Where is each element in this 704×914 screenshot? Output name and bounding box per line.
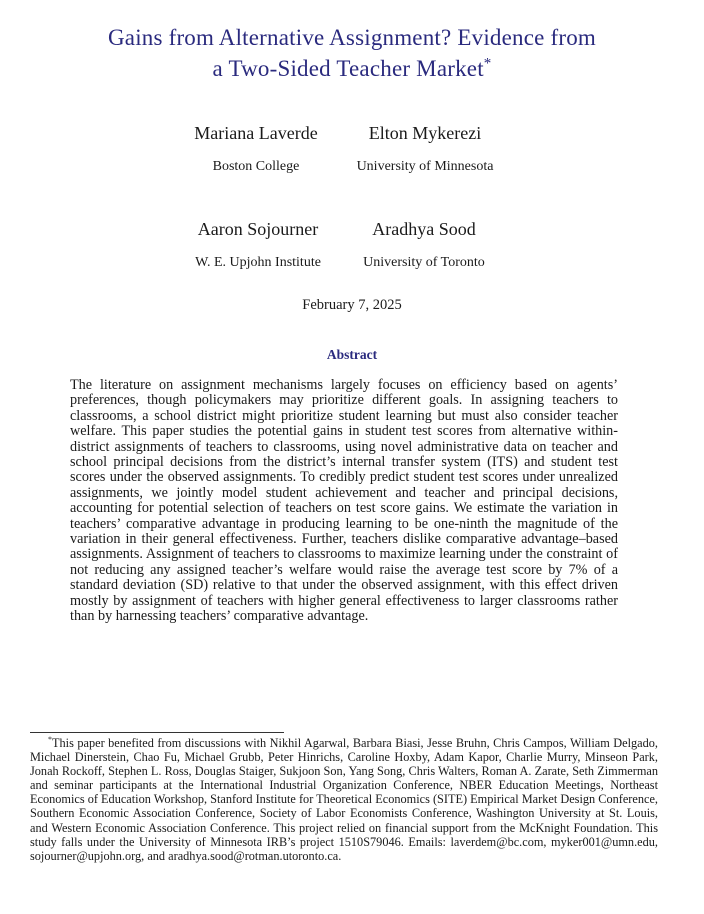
footnote-text: This paper benefited from discussions with Nikhil Agarwal, Barbara Biasi, Jesse Bruhn, Chris Campos, William Delgado, Michael Dinerstein, Chao Fu, Michael Grubb, Peter Hinrichs, Caroline Hoxby, Adam Kapor, Charlie Murry, Minseon Park, Jonah Rockoff, Stephen L. Ross, Douglas Staiger, Sukjoon Son, Yang Song, Chris Walters, Roman A. Zarate, Seth Zimmerman and seminar participants at the International Industrial Organization Conference, NBER Education Meetings, Northeast Economics of Education Workshop, Stanford Institute for Theoretical Economics (SITE) Empirical Market Design Conference, Southern Economic Association Conference, Society of Labor Economists Conference, Washington University at St. Louis, and Western Economic Association Conference. This project relied on financial support from the McKnight Foundation. This study falls under the University of Minnesota IRB’s project 1510S79046. Emails: laverdem@bc.com, myker001@umn.edu, sojourner@upjohn.org, and aradhya.sood@rotman.utoronto.ca. — [30, 736, 658, 863]
author-block-laverde — [176, 122, 336, 176]
abstract-heading: Abstract — [326, 347, 378, 362]
author-affiliation: W. E. Upjohn Institute — [195, 255, 321, 270]
author-affiliation: University of Minnesota — [356, 159, 494, 174]
title-line-1: Gains from Alternative Assignment? Evidence from — [107, 25, 596, 50]
author-block-sojourner — [172, 218, 344, 272]
author-block-sood — [348, 218, 500, 272]
footnote — [30, 736, 658, 863]
author-block-mykerezi — [340, 122, 510, 176]
author-affiliation: Boston College — [212, 159, 300, 174]
author-name: Mariana Laverde — [194, 123, 318, 143]
footnote-mark: * — [48, 734, 52, 744]
footnote-divider — [30, 732, 284, 733]
author-affiliation: University of Toronto — [363, 255, 485, 270]
title-line-2-text: a Two-Sided Teacher Market — [212, 56, 484, 81]
author-name: Aaron Sojourner — [197, 219, 319, 239]
author-name: Elton Mykerezi — [368, 123, 482, 143]
paper-title — [40, 22, 664, 84]
abstract-body: The literature on assignment mechanisms largely focuses on efficiency based on agents’ preferences, though policymakers may prioritize different goals. In assigning teachers to classrooms, a school district might prioritize student learning but must also consider teacher welfare. This paper studies the potential gains in student test scores from alternative within-district assignments of teachers to classrooms, using novel administrative data on teacher and school principal decisions from the district’s internal transfer system (ITS) and student test scores under the observed assignments. To credibly predict student test scores under unrealized assignments, we jointly model student achievement and teacher and principal decisions, accounting for potential selection of teachers on test score gains. We estimate the variation in teachers’ comparative advantage in producing learning to be one-ninth the magnitude of the variation in their general effectiveness. Further, teachers dislike comparative advantage–based assignments. Assignment of teachers to classrooms to maximize learning under the constraint of not reducing any assigned teacher’s welfare would raise the average test score by 7% of a standard deviation (SD) relative to that under the observed assignment, with this effect driven mostly by assignment of teachers with higher general effectiveness to larger classrooms rather than by harnessing teachers’ comparative advantage. — [70, 377, 618, 625]
title-line-2 — [40, 53, 664, 84]
author-name: Aradhya Sood — [372, 219, 476, 239]
title-footnote-mark[interactable]: * — [483, 55, 492, 72]
paper-date: February 7, 2025 — [302, 297, 402, 313]
